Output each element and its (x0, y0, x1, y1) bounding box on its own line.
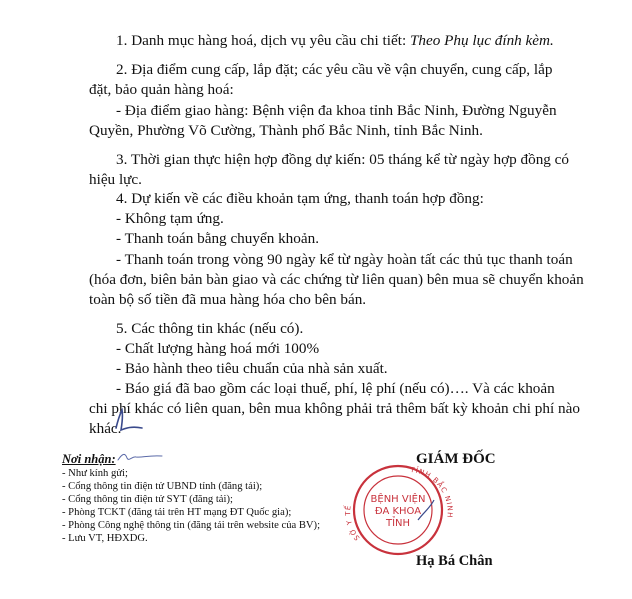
item-4-bullet-3-line-3: toàn bộ số tiền đã mua hàng hóa cho bên bán. (89, 291, 367, 308)
hospital-seal (338, 460, 458, 558)
item-2-line-2: đặt, bảo quản hàng hoá: (89, 81, 234, 98)
item-4-bullet-1: - Không tạm ứng. (116, 210, 224, 227)
svg-text:TỈNH BẮC NINH: TỈNH BẮC NINH (409, 465, 454, 519)
recipient-item-5: - Phòng Công nghệ thông tin (đăng tải trên website của BV); (62, 520, 321, 531)
item-1-text: 1. Danh mục hàng hoá, dịch vụ yêu cầu chi tiết: (116, 32, 410, 49)
item-5-bullet-1: - Chất lượng hàng hoá mới 100% (116, 340, 320, 357)
svg-text:SỞ Y TẾ: SỞ Y TẾ (344, 504, 362, 542)
item-2-sub-line-2: Quyền, Phường Võ Cường, Thành phố Bắc Ninh, tỉnh Bắc Ninh. (89, 122, 483, 139)
item-4-title: 4. Dự kiến về các điều khoản tạm ứng, thanh toán hợp đồng: (116, 190, 484, 207)
recipient-item-4: - Phòng TCKT (đăng tải trên HT mạng ĐT Quốc gia); (62, 507, 292, 518)
recipient-item-2: - Cổng thông tin điện tử UBND tỉnh (đăng tải); (62, 481, 263, 492)
item-5-bullet-3-line-2: chi phí khác có liên quan, bên mua không phải trả thêm bất kỳ khoản chi phí nào (89, 400, 580, 417)
item-5-bullet-2: - Bảo hành theo tiêu chuẩn của nhà sản xuất. (116, 360, 388, 377)
recipient-item-6: - Lưu VT, HĐXDG. (62, 533, 148, 544)
item-1-italic-text: Theo Phụ lục đính kèm. (409, 32, 554, 49)
item-5-title: 5. Các thông tin khác (nếu có). (116, 320, 304, 337)
item-5-bullet-3-line-3: khác. (89, 420, 122, 437)
item-4-bullet-3-line-1: - Thanh toán trong vòng 90 ngày kể từ ngày hoàn tất các thủ tục thanh toán (116, 251, 573, 268)
item-4-bullet-2: - Thanh toán bằng chuyển khoản. (116, 230, 320, 247)
item-4-bullet-3-line-2: (hóa đơn, biên bản bàn giao và các chứng từ liên quan) bên mua sẽ chuyển khoản (89, 271, 584, 288)
recipients-initial-signature (116, 450, 164, 464)
item-3-line-2: hiệu lực. (89, 171, 142, 188)
item-2-sub-line-1: - Địa điểm giao hàng: Bệnh viện đa khoa tỉnh Bắc Ninh, Đường Nguyễn (116, 102, 557, 119)
svg-text:ĐA KHOA: ĐA KHOA (374, 506, 422, 517)
initial-signature (108, 406, 144, 434)
signer-name: Hạ Bá Chân (416, 553, 493, 569)
svg-text:TỈNH: TỈNH (385, 518, 411, 529)
recipient-item-1: - Như kính gửi; (62, 468, 128, 479)
recipients-title: Nơi nhận: (62, 452, 116, 466)
item-2-line-1: 2. Địa điểm cung cấp, lắp đặt; các yêu cầu về vận chuyển, cung cấp, lắp (116, 61, 553, 78)
recipient-item-3: - Cổng thông tin điện tử SYT (đăng tải); (62, 494, 233, 505)
svg-text:BỆNH VIỆN: BỆNH VIỆN (370, 494, 426, 505)
item-1 (116, 31, 554, 51)
director-title: GIÁM ĐỐC (416, 451, 496, 467)
item-3-line-1: 3. Thời gian thực hiện hợp đồng dự kiến: 05 tháng kể từ ngày hợp đồng có (116, 151, 570, 168)
item-5-bullet-3-line-1: - Báo giá đã bao gồm các loại thuế, phí, lệ phí (nếu có)…. Và các khoản (116, 380, 555, 397)
